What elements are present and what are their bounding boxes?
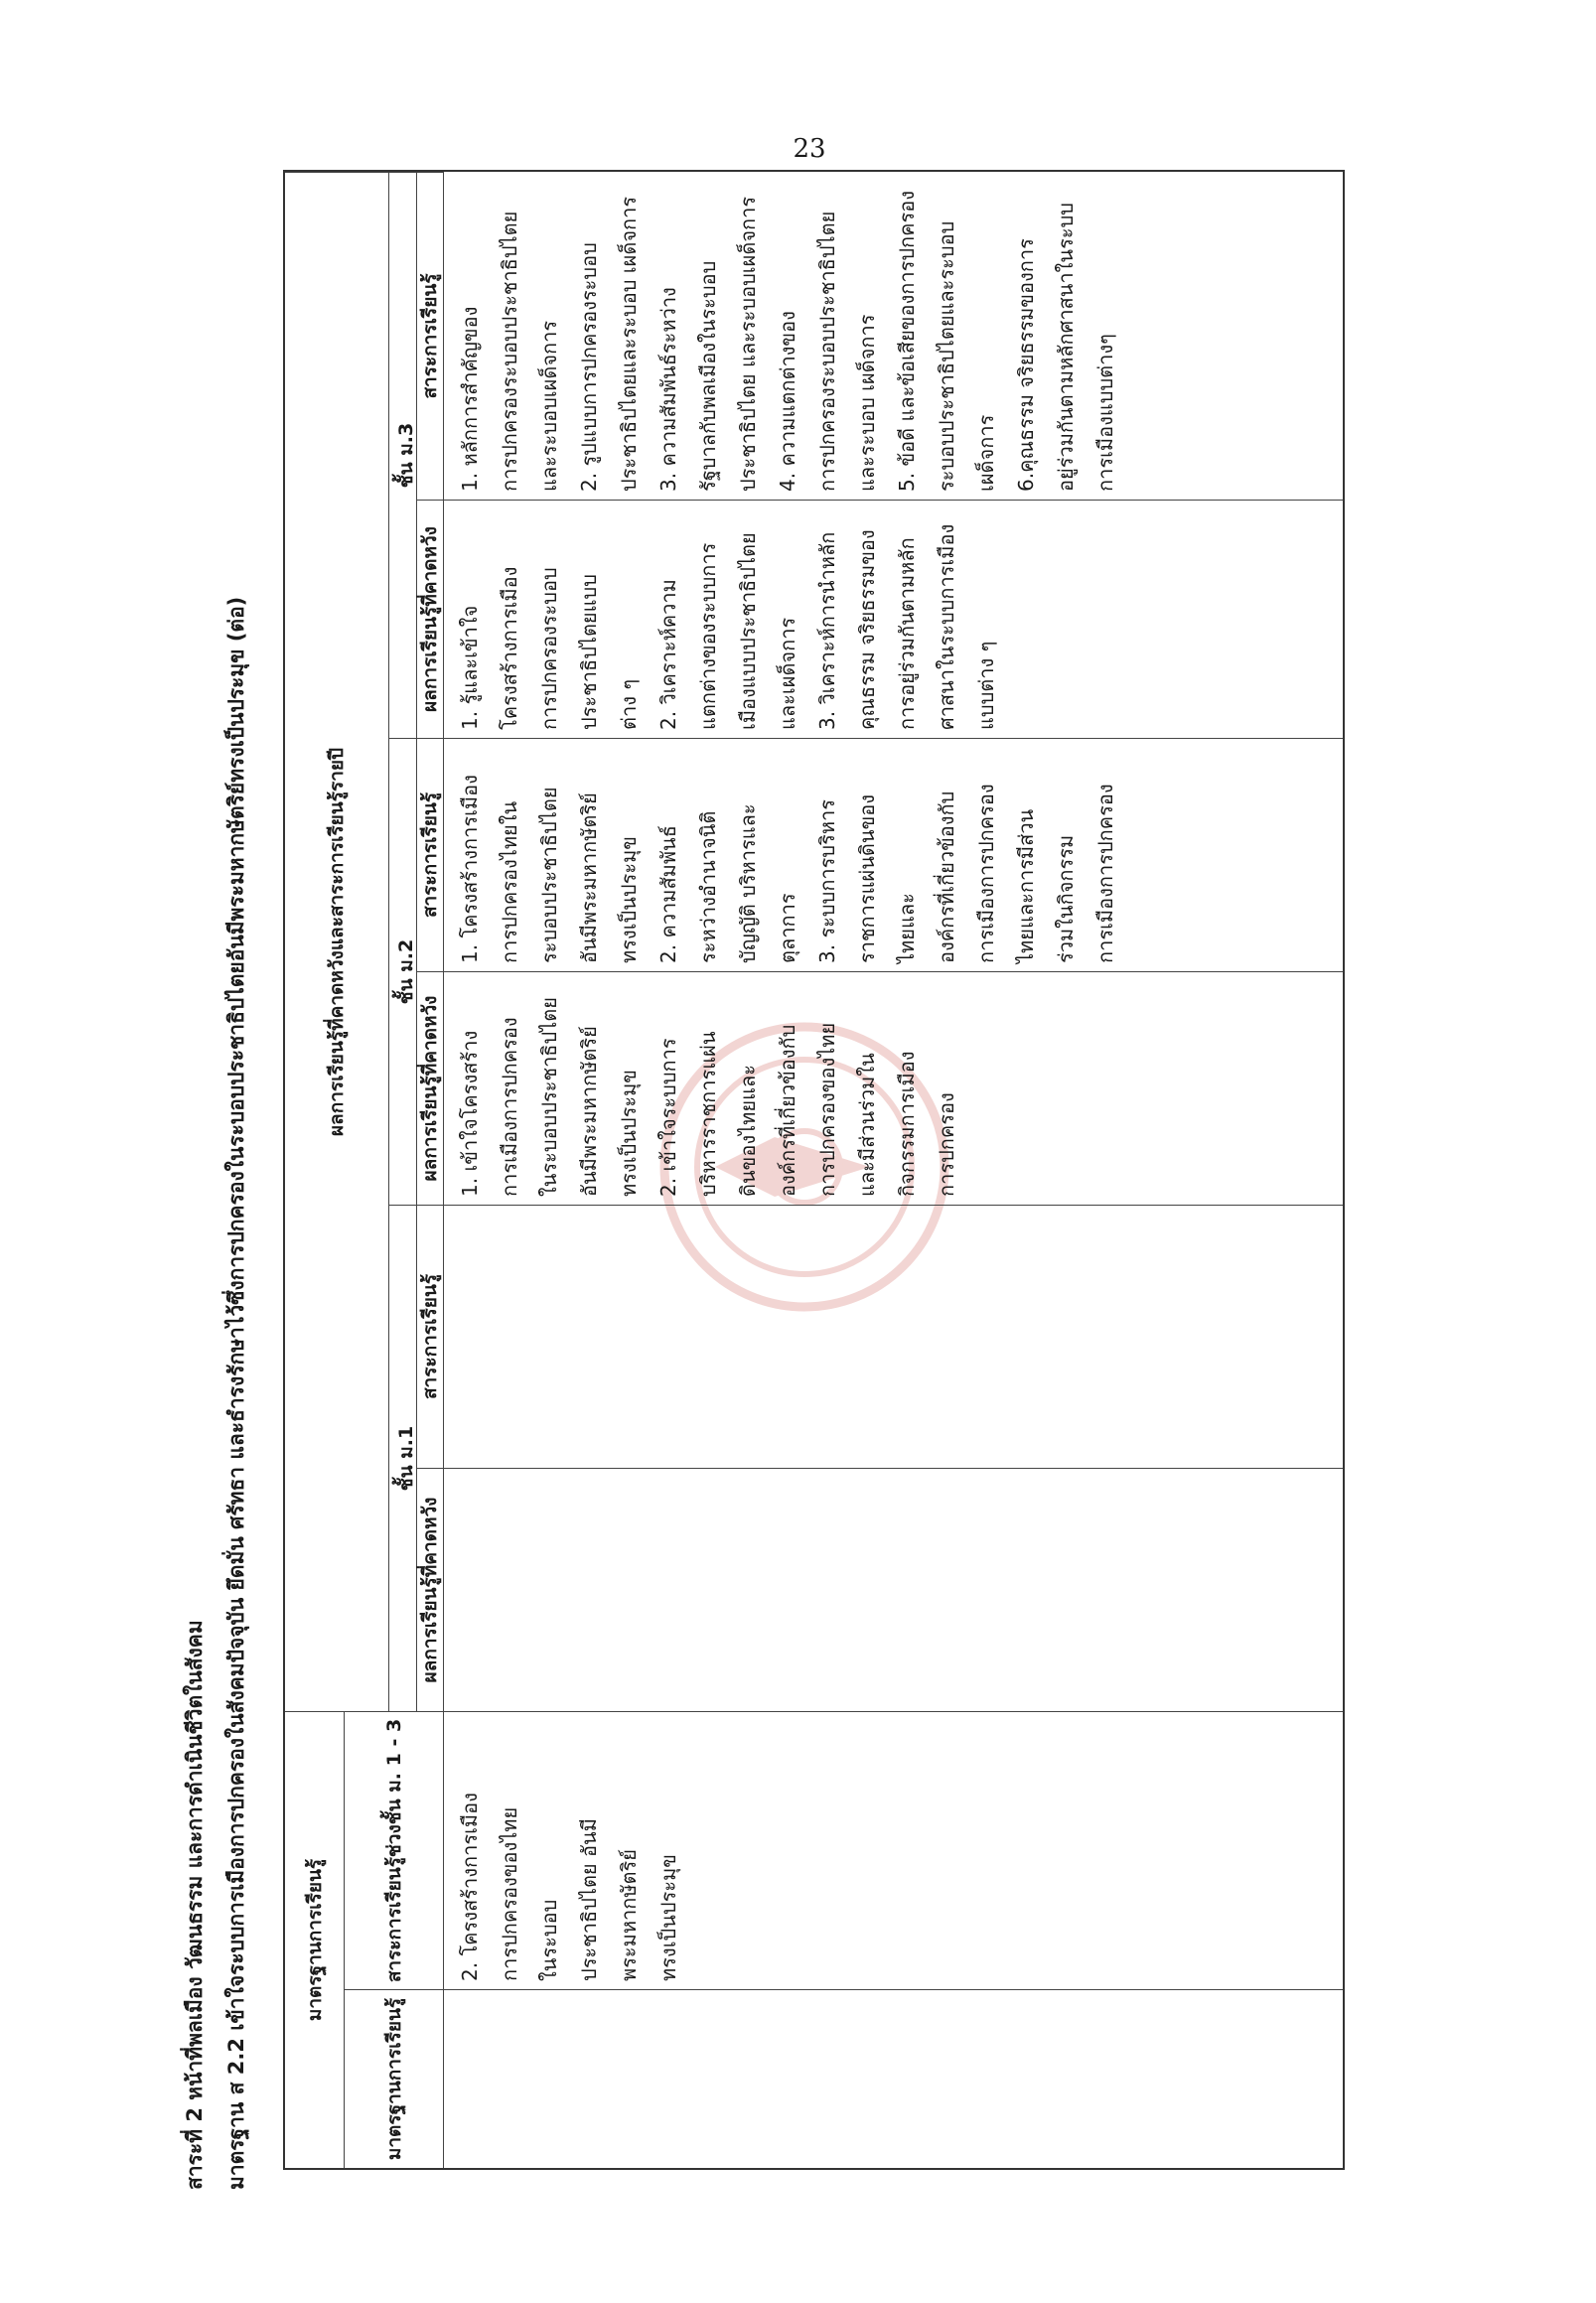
cell-line: โครงสร้างการเมือง [498, 566, 521, 730]
cell-line: แตกต่างของระบบการ [696, 542, 720, 730]
col-range: สาระการเรียนรู้ช่วงชั้น ม. 1 - 3 [345, 1711, 444, 1989]
page-number: 23 [793, 134, 826, 164]
cell-line: ในระบอบ [537, 1899, 561, 1981]
cell-line: คุณธรรม จริยธรรมของ [855, 529, 879, 730]
header-line-2: มาตรฐาน ส 2.2 เข้าใจระบบการเมืองการปกครองในสังคมปัจจุบัน ยึดมั่น ศรัทธา และธำรงรักษาไว้ซึ่งการปกครองในระบอบประชาธิปไตยอันมีพระมหากษัตริย์ทรงเป็นประมุข (ต่อ) [224, 596, 248, 2190]
cell-line: 6.คุณธรรม จริยธรรมของการ [1014, 238, 1038, 492]
cell-line: ดินของไทยและ [736, 1065, 760, 1197]
cell-line: การอยู่ร่วมกันตามหลัก [895, 537, 919, 730]
cell-line: การปกครองระบอบ [537, 567, 561, 730]
cell-line: บริหารราชการแผ่น [696, 1031, 720, 1197]
cell-line: อยู่ร่วมกันตามหลักศาสนาในระบบ [1054, 203, 1078, 492]
cell-line: การปกครองของไทย [498, 1806, 521, 1981]
rotated-page-content [179, 164, 1371, 2190]
cell-line: ในระบอบประชาธิปไตย [537, 997, 561, 1197]
cell-line: ศาสนาในระบบการเมือง [935, 523, 958, 730]
cell-line: ตุลาการ [776, 893, 799, 963]
cell-line: ประชาธิปไตย อันมี [577, 1818, 601, 1981]
cell-line: 2. เข้าใจระบบการ [656, 1038, 680, 1197]
cell-line: 1. รู้และเข้าใจ [458, 605, 482, 730]
cell-line: การเมืองการปกครอง [1093, 784, 1117, 963]
cell-line: 3. วิเคราะห์การนำหลัก [815, 531, 839, 730]
cell-line: กิจกรรมการเมือง [895, 1051, 919, 1197]
cell-line: อันมีพระมหากษัตริย์ [577, 1026, 601, 1197]
cell-line: 1. โครงสร้างการเมือง [458, 775, 482, 963]
cell-line: 4. ความแตกต่างของ [776, 311, 799, 492]
cell-line: แบบต่าง ๆ [974, 641, 998, 730]
m1-content-head: สาระการเรียนรู้ [416, 1205, 444, 1468]
m1-content-cell [444, 1205, 1343, 1468]
cell-line: และระบอบเผด็จการ [537, 320, 561, 492]
m3-expected-cell [444, 500, 1343, 738]
cell-line: ทรงเป็นประมุข [617, 836, 641, 963]
cell-line: 1. หลักการสำคัญของ [458, 306, 482, 492]
cell-line: ราชการแผ่นดินของ [855, 793, 879, 963]
header-line-1: สาระที่ 2 หน้าที่พลเมือง วัฒนธรรม และการดำเนินชีวิตในสังคม [183, 1620, 207, 2190]
cell-line: ระบอบประชาธิปไตย [537, 787, 561, 963]
cell-line: การเมืองแบบต่างๆ [1093, 334, 1117, 492]
cell-line: การปกครองระบอบประชาธิปไตย [815, 211, 839, 492]
cell-line: องค์กรที่เกี่ยวข้องกับ [935, 791, 958, 963]
cell-line: และระบอบ เผด็จการ [855, 314, 879, 492]
cell-line: 1. เข้าใจโครงสร้าง [458, 1030, 482, 1197]
cell-line: 2. โครงสร้างการเมือง [458, 1793, 482, 1981]
cell-line: 2. รูปแบบการปกครองระบอบ [577, 242, 601, 492]
m1-expected-head: ผลการเรียนรู้ที่คาดหวัง [416, 1468, 444, 1711]
cell-line: การปกครอง [935, 1092, 958, 1197]
cell-line: การเมืองการปกครอง [974, 784, 998, 963]
m2-content-cell [444, 738, 1343, 971]
cell-line: ระหว่างอำนาจนิติ [696, 810, 720, 963]
cell-line: และเผด็จการ [776, 617, 799, 730]
col-standard: มาตรฐานการเรียนรู้ [345, 1989, 444, 2168]
cell-line: รัฐบาลกับพลเมืองในระบอบ [696, 260, 720, 492]
cell-line: 3. ระบบการบริหาร [815, 799, 839, 963]
grade-m2: ชั้น ม.2 [389, 738, 444, 1205]
range-content-cell [444, 1711, 1343, 1989]
cell-line: เผด็จการ [974, 414, 998, 492]
grade-m3: ชั้น ม.3 [389, 172, 444, 738]
cell-line: 2. ความสัมพันธ์ [656, 825, 680, 963]
m3-content-head: สาระการเรียนรู้ [416, 172, 444, 500]
m3-expected-head: ผลการเรียนรู้ที่คาดหวัง [416, 500, 444, 738]
m3-content-cell [444, 172, 1343, 500]
cell-line: ประชาธิปไตยแบบ [577, 574, 601, 730]
cell-line: เมืองแบบประชาธิปไตย [736, 532, 760, 730]
cell-line: องค์กรที่เกี่ยวข้องกับ [776, 1024, 799, 1197]
m2-expected-head: ผลการเรียนรู้ที่คาดหวัง [416, 971, 444, 1205]
cell-line: ทรงเป็นประมุข [656, 1854, 680, 1981]
cell-line: การปกครองของไทย [815, 1022, 839, 1197]
m2-content-head: สาระการเรียนรู้ [416, 738, 444, 971]
cell-line: 3. ความสัมพันธ์ระหว่าง [656, 287, 680, 492]
cell-line: ร่วมในกิจกรรม [1054, 834, 1078, 963]
cell-line: การปกครองไทยใน [498, 800, 521, 963]
cell-line: อันมีพระมหากษัตริย์ [577, 792, 601, 963]
cell-line: การเมืองการปกครอง [498, 1017, 521, 1197]
cell-line: ไทยและ [895, 893, 919, 963]
grade-m1: ชั้น ม.1 [389, 1205, 444, 1711]
head-results: ผลการเรียนรู้ที่คาดหวังและสาระการเรียนรู้รายปี [285, 172, 389, 1711]
curriculum-table [283, 170, 1345, 2170]
cell-line: ไทยและการมีส่วน [1014, 808, 1038, 963]
standard-cell [444, 1989, 1343, 2168]
cell-line: และมีส่วนร่วมใน [855, 1053, 879, 1197]
cell-line: ทรงเป็นประมุข [617, 1070, 641, 1197]
cell-line: ต่าง ๆ [617, 678, 641, 730]
cell-line: ประชาธิปไตย และระบอบเผด็จการ [736, 196, 760, 492]
cell-line: พระมหากษัตริย์ [617, 1848, 641, 1981]
cell-line: 2. วิเคราะห์ความ [656, 579, 680, 730]
cell-line: ระบอบประชาธิปไตยและระบอบ [935, 220, 958, 492]
cell-line: 5. ข้อดี และข้อเสียของการปกครอง [895, 190, 919, 492]
cell-line: ประชาธิปไตยและระบอบ เผด็จการ [617, 196, 641, 492]
m1-expected-cell [444, 1468, 1343, 1711]
head-standards: มาตรฐานการเรียนรู้ [285, 1711, 345, 2168]
m2-expected-cell [444, 971, 1343, 1205]
cell-line: บัญญัติ บริหารและ [736, 803, 760, 963]
cell-line: การปกครองระบอบประชาธิปไตย [498, 211, 521, 492]
